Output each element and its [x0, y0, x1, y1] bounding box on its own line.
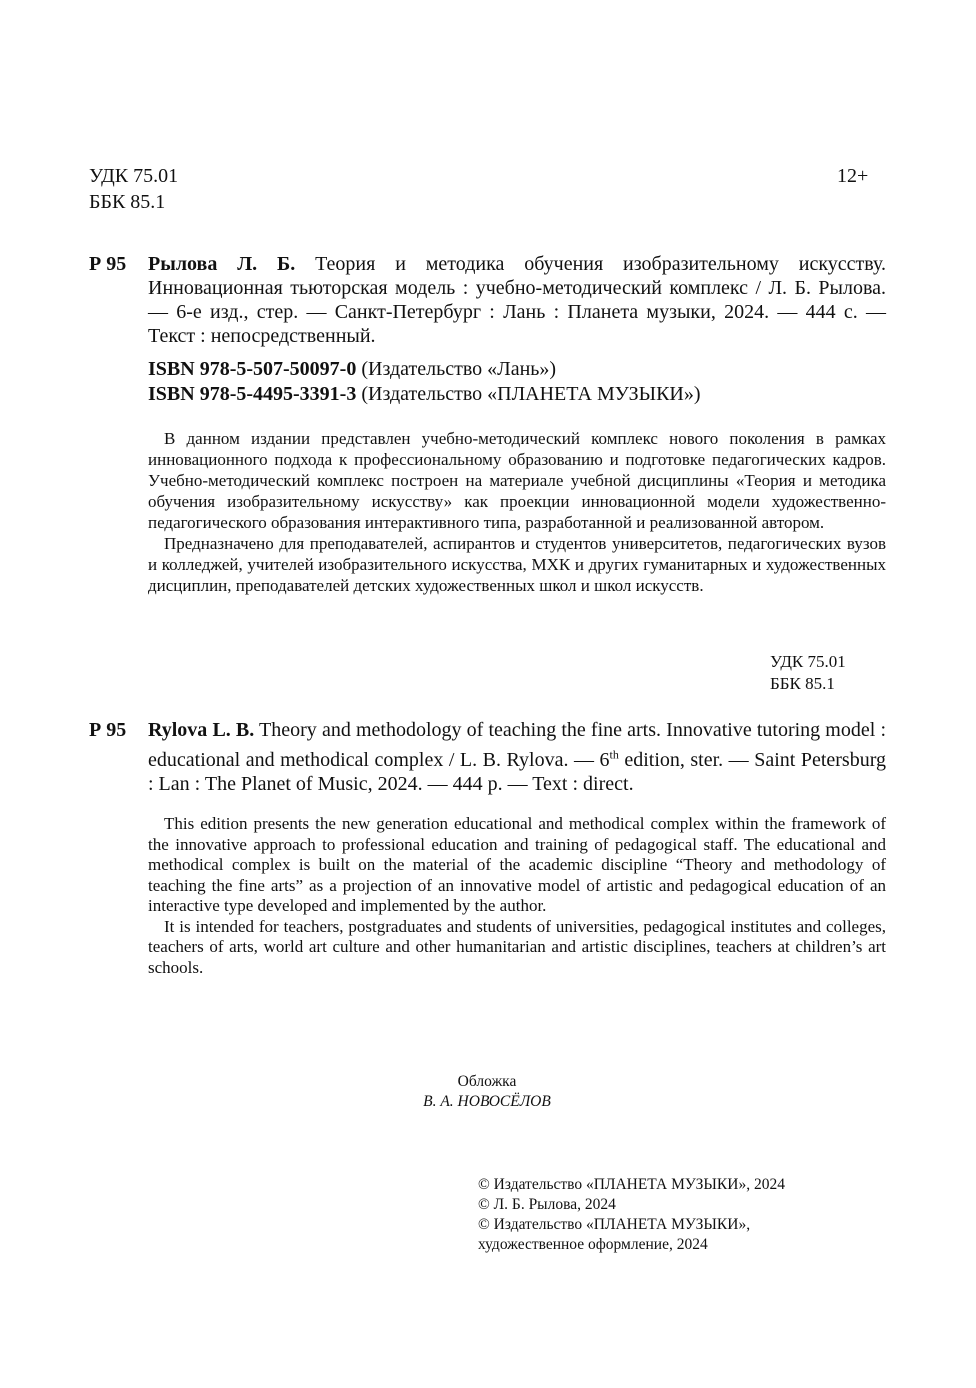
isbn-publisher: (Издательство «Лань»): [361, 358, 557, 380]
en-bibliographic-record: [148, 718, 886, 796]
en-udk-code: УДК 75.01: [770, 652, 846, 671]
ru-isbn-2: [148, 382, 701, 406]
ru-author: Рылова Л. Б.: [148, 253, 296, 275]
copyright-line: © Издательство «ПЛАНЕТА МУЗЫКИ»,: [478, 1216, 751, 1233]
edition-superscript: th: [609, 747, 619, 761]
ru-description: Теория и методика обучения изобразительному искусству. Инновационная тьюторская модель : учебно-методический комплекс / Л. Б. Рылова. — 6-е изд., стер. — Санкт-Петербург : Лань : Планета музыки, 2024. — 444 с. — Текст : непосредственный.: [148, 253, 887, 347]
ru-author-mark: Р 95: [89, 253, 127, 275]
isbn-number: ISBN 978-5-4495-3391-3: [148, 383, 357, 405]
en-description-part: Theory and methodology of teaching the fine arts. Innovative tutoring model : educational and methodical complex / L. B. Rylova. — 6: [148, 719, 886, 771]
ru-abstract-paragraph: Предназначено для преподавателей, аспирантов и студентов университетов, педагогических вузов и колледжей, учителей изобразительного искусства, МХК и других гуманитарных и художественных дисциплин, преподавателей детских художественных школ и школ искусств.: [148, 534, 886, 595]
age-rating: 12+: [837, 165, 869, 187]
isbn-number: ISBN 978-5-507-50097-0: [148, 358, 357, 380]
cover-label: Обложка: [457, 1073, 517, 1090]
copyright-line: © Издательство «ПЛАНЕТА МУЗЫКИ», 2024: [478, 1176, 785, 1193]
ru-bibliographic-record: [148, 252, 886, 348]
en-bbk-code: ББК 85.1: [770, 674, 835, 693]
en-description-part: edition, ster. — Saint Petersburg : Lan : The Planet of Music, 2024. — 444 p. — Text : direct.: [148, 748, 886, 795]
bbk-code: ББК 85.1: [89, 191, 166, 213]
en-abstract-paragraph: This edition presents the new generation educational and methodical complex within the framework of the innovative approach to professional education and training of pedagogical staff. The educational and methodical complex is built on the material of the academic discipline “Theory and methodology of teaching the fine arts” as a projection of an innovative model of artistic and pedagogical education of an interactive type developed and implemented by the author.: [148, 814, 886, 915]
copyright-line: © Л. Б. Рылова, 2024: [478, 1196, 616, 1213]
en-description: [148, 719, 886, 795]
ru-abstract: [148, 428, 886, 596]
en-author: Rylova L. B.: [148, 719, 255, 741]
udk-code: УДК 75.01: [89, 165, 179, 187]
cover-artist: В. А. НОВОСЁЛОВ: [423, 1093, 551, 1110]
ru-abstract-paragraph: В данном издании представлен учебно-методический комплекс нового поколения в рамках инновационного подхода к профессиональному образованию и подготовке педагогических кадров. Учебно-методический комплекс построен на материале учебной дисциплины «Теория и методика обучения изобразительному искусству» как проекции инновационной модели художественно-педагогического образования интерактивного типа, разработанной и реализованной автором.: [148, 429, 886, 532]
en-author-mark: Р 95: [89, 719, 127, 741]
en-abstract: [148, 814, 886, 978]
copyright-line: художественное оформление, 2024: [478, 1236, 708, 1253]
en-abstract-paragraph: It is intended for teachers, postgraduates and students of universities, pedagogical institutes and colleges, teachers of arts, world art culture and other humanitarian and artistic disciplines, teachers at children’s art schools.: [148, 916, 886, 977]
isbn-publisher: (Издательство «ПЛАНЕТА МУЗЫКИ»): [361, 383, 701, 405]
ru-isbn-1: [148, 357, 556, 381]
